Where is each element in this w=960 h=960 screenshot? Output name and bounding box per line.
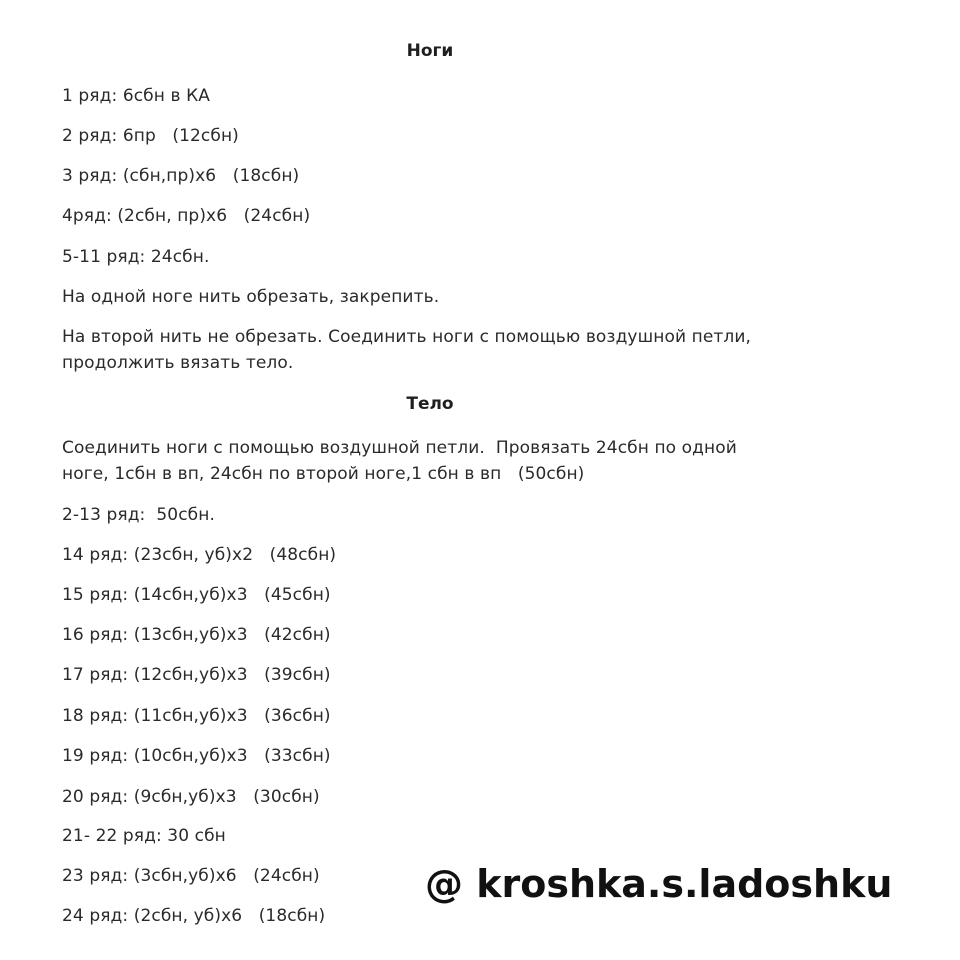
body-row-19: 19 ряд: (10сбн,уб)х3 (33сбн)	[62, 746, 331, 766]
body-intro-2: ноге, 1сбн в вп, 24сбн по второй ноге,1 сбн в вп (50сбн)	[62, 464, 585, 484]
body-heading: Тело	[406, 394, 454, 414]
body-row-14: 14 ряд: (23сбн, уб)х2 (48сбн)	[62, 545, 337, 565]
legs-row-3: 3 ряд: (сбн,пр)х6 (18сбн)	[62, 166, 300, 186]
body-row-18: 18 ряд: (11сбн,уб)х3 (36сбн)	[62, 706, 331, 726]
legs-row-4: 4ряд: (2сбн, пр)х6 (24сбн)	[62, 206, 311, 226]
body-intro-1: Соединить ноги с помощью воздушной петли. Провязать 24сбн по одной	[62, 438, 737, 458]
body-row-16: 16 ряд: (13сбн,уб)х3 (42сбн)	[62, 625, 331, 645]
body-row-24: 24 ряд: (2сбн, уб)х6 (18сбн)	[62, 906, 326, 926]
legs-row-5-11: 5-11 ряд: 24сбн.	[62, 247, 210, 267]
legs-note-join-2: продолжить вязать тело.	[62, 353, 294, 373]
body-row-21-22: 21- 22 ряд: 30 сбн	[62, 826, 226, 846]
body-row-2-13: 2-13 ряд: 50сбн.	[62, 505, 215, 525]
legs-row-1: 1 ряд: 6сбн в КА	[62, 86, 211, 106]
legs-note-cut: На одной ноге нить обрезать, закрепить.	[62, 287, 440, 307]
body-row-17: 17 ряд: (12сбн,уб)х3 (39сбн)	[62, 665, 331, 685]
body-row-15: 15 ряд: (14сбн,уб)х3 (45сбн)	[62, 585, 331, 605]
body-row-20: 20 ряд: (9сбн,уб)х3 (30сбн)	[62, 787, 320, 807]
legs-row-2: 2 ряд: 6пр (12сбн)	[62, 126, 239, 146]
body-row-23: 23 ряд: (3сбн,уб)х6 (24сбн)	[62, 866, 320, 886]
legs-heading: Ноги	[406, 41, 454, 61]
legs-note-join-1: На второй нить не обрезать. Соединить ноги с помощью воздушной петли,	[62, 327, 752, 347]
watermark-handle: @ kroshka.s.ladoshku	[425, 862, 893, 906]
